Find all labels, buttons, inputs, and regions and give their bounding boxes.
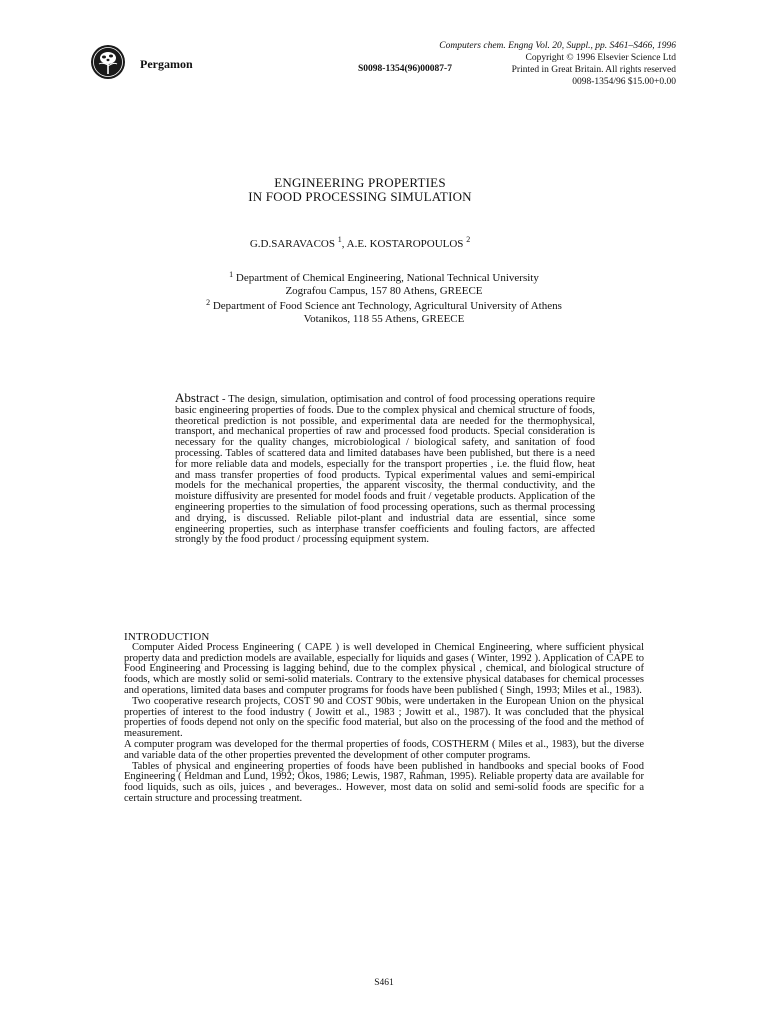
section-heading: INTRODUCTION — [124, 631, 210, 643]
printed-line: Printed in Great Britain. All rights reserved — [511, 65, 676, 75]
abstract — [175, 390, 595, 546]
introduction-section — [124, 632, 644, 805]
affiliation-2-address: Votanikos, 118 55 Athens, GREECE — [303, 312, 465, 325]
page-number: S461 — [374, 978, 394, 988]
issn-line: 0098-1354/96 $15.00+0.00 — [572, 77, 676, 87]
journal-citation — [439, 40, 676, 88]
author-1-mark: 1 — [337, 235, 342, 244]
paragraph: Tables of physical and engineering properties of foods have been published in handbooks and special books of Food Engineering ( Heldman and Lund, 1992; Okos, 1986; Lewis, 1987, Rahman, 1995). Reliable property data are available for food liquids, such as oils, juices , and beverages.. However, most data on solid and semi-solid foods are specific for a certain structure and processing treatment. — [124, 760, 644, 804]
affiliation-1: $^1$ Department of Chemical Engineering, National Technical University — [229, 270, 539, 284]
abstract-text: - The design, simulation, optimisation and control of food processing operations require basic engineering properties of foods. Due to the complex physical and chemical structure of foods, theoretical prediction is not possible, and experimental data are needed for the thermophysical, transport, and mechanical properties of raw and processed food products. Special consideration is necessary for the quality changes, microbiological / biological safety, and sanitation of food processing. Tables of scattered data and limited databases have been published, but there is a need for more reliable data and models, especially for the transport properties , i.e. the fluid flow, heat and mass transfer properties of food products. Typical experimental values and semi-empirical models for the mechanical properties, the apparent viscosity, the thermal conductivity, and the moisture diffusivity are presented for model foods and fruit / vegetable products. Application of the engineering properties to the simulation of food processing operations, such as thermal processing and drying, is discussed. Reliable pilot-plant and industrial data are essential, since some engineering properties, such as interphase transfer coefficients and fouling factors, are affected strongly by the food product / processing equipment system. — [175, 394, 595, 546]
author-list: G.D.SARAVACOS $^1$, A.E. KOSTAROPOULOS $^2$ — [249, 235, 471, 250]
author-2: A.E. KOSTAROPOULOS — [346, 238, 464, 250]
author-1: G.D.SARAVACOS — [249, 238, 335, 250]
journal-line: Computers chem. Engng Vol. 20, Suppl., pp. S461–S466, 1996 — [439, 41, 676, 51]
affiliation-1-address: Zografou Campus, 157 80 Athens, GREECE — [285, 284, 483, 297]
article-code: S0098-1354(96)00087-7 — [358, 64, 452, 74]
paragraph: A computer program was developed for the thermal properties of foods, COSTHERM ( Miles et al., 1983), but the diverse and variable data of the other properties prevented the development of other computer programs. — [124, 738, 644, 761]
affiliations — [0, 269, 768, 325]
paper-title — [0, 176, 720, 204]
title-line-2: IN FOOD PROCESSING SIMULATION — [248, 189, 472, 204]
author-2-mark: 2 — [466, 235, 471, 244]
publisher-name: Pergamon — [140, 57, 193, 71]
publisher-logo — [90, 44, 126, 80]
affiliation-2: $^2$ Department of Food Science ant Technology, Agricultural University of Athens — [206, 298, 562, 312]
copyright-line: Copyright © 1996 Elsevier Science Ltd — [525, 53, 676, 63]
title-line-1: ENGINEERING PROPERTIES — [274, 175, 446, 190]
paragraph: Computer Aided Process Engineering ( CAPE ) is well developed in Chemical Engineering, where sufficient physical property data and prediction models are available, especially for liquids and gases ( Winter, 1992 ). Application of CAPE to Food Engineering and Processing is lagging behind, due to the complex physical , chemical, and biological structure of foods, which are mostly solid or semi-solid materials. Contrary to the extensive physical databases for chemical processes and operations, limited data bases and computer programs for foods have been published ( Singh, 1993; Miles et al., 1983). — [124, 641, 644, 696]
paragraph: Two cooperative research projects, COST 90 and COST 90bis, were undertaken in the European Union on the physical properties of interest to the food industry ( Jowitt et al., 1983 ; Jowitt et al., 1987). It was concluded that the physical properties of foods depend not only on the specific food material, but also on the processing of the food and the method of measurement. — [124, 695, 644, 740]
abstract-label: Abstract — [175, 390, 220, 405]
